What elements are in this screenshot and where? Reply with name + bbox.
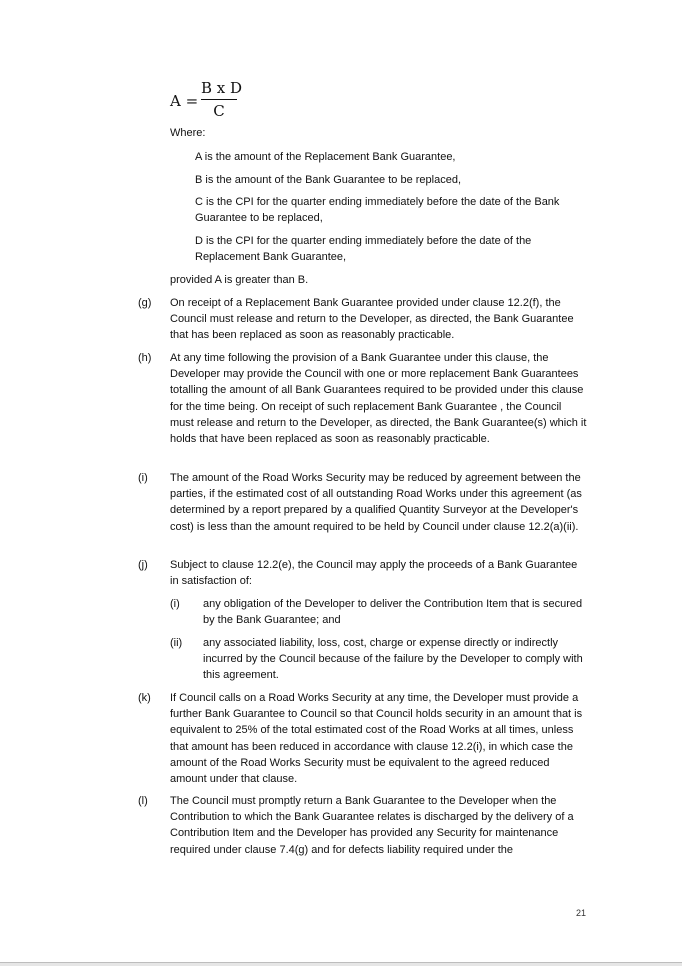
page-number: 21: [575, 908, 586, 918]
clause-text-k: If Council calls on a Road Works Security at any time, the Developer must provide a further Bank Guarantee to Council so that Council holds security in an amount that is equivalent to 25% of the total estimated cost of the Road Works at all times, unless that amount has been reduced in accordance with clause 12.2(i), in which case the amount of the Road Works Security must be equivalent to the agreed reduced amount under that clause.: [170, 692, 583, 786]
definition-d: D is the CPI for the quarter ending immediately before the date of the Replacement Bank Guarantee,: [195, 235, 532, 264]
clause-label-k: (k): [138, 692, 151, 704]
clause-label-j: (j): [138, 559, 148, 571]
clause-label-i: (i): [138, 472, 148, 484]
formula-denominator: C: [213, 102, 225, 120]
formula-lhs: A =: [170, 92, 199, 110]
definition-c: C is the CPI for the quarter ending immediately before the date of the Bank Guarantee to be replaced,: [195, 196, 560, 225]
fraction-bar: [201, 99, 237, 100]
definition-a: A is the amount of the Replacement Bank Guarantee,: [195, 151, 456, 163]
clause-text-h: At any time following the provision of a Bank Guarantee under this clause, the Developer may provide the Council with one or more replacement Bank Guarantees totalling the amount of all Bank Guarantees required to be provided under this clause for the time being. On receipt of such replacement Bank Guarantee , the Council must release and return to the Developer, as directed, the Bank Guarantee(s) which it holds that have been replaced as soon as reasonably practicable.: [170, 352, 587, 446]
clause-label-h: (h): [138, 352, 152, 364]
clause-label-g: (g): [138, 297, 152, 309]
clause-text-j: Subject to clause 12.2(e), the Council may apply the proceeds of a Bank Guarantee in satisfaction of:: [170, 559, 578, 588]
definition-b: B is the amount of the Bank Guarantee to be replaced,: [195, 174, 462, 186]
where-label: Where:: [170, 127, 206, 139]
subclause-label-j-ii: (ii): [170, 637, 183, 649]
proviso-text: provided A is greater than B.: [170, 274, 309, 286]
subclause-label-j-i: (i): [170, 598, 180, 610]
subclause-text-j-ii: any associated liability, loss, cost, charge or expense directly or indirectly incurred by the Council because of the failure by the Developer to comply with this agreement.: [203, 637, 583, 682]
formula-fraction: [201, 79, 243, 121]
page-bottom-edge: [0, 962, 682, 966]
subclause-text-j-i: any obligation of the Developer to deliver the Contribution Item that is secured by the Bank Guarantee; and: [203, 598, 583, 627]
clause-text-g: On receipt of a Replacement Bank Guarantee provided under clause 12.2(f), the Council must release and return to the Developer, as directed, the Bank Guarantee that has been replaced as soon as reasonably practicable.: [170, 297, 574, 342]
clause-text-i: The amount of the Road Works Security may be reduced by agreement between the parties, if the estimated cost of all outstanding Road Works under this agreement (as determined by a report prepared by a qualified Quantity Surveyor at the Developer's cost) is less than the amount required to be held by Council under clause 12.2(a)(ii).: [170, 472, 582, 533]
clause-label-l: (l): [138, 795, 148, 807]
formula-numerator: B x D: [201, 79, 243, 97]
clause-text-l: The Council must promptly return a Bank Guarantee to the Developer when the Contribution to which the Bank Guarantee relates is discharged by the delivery of a Contribution Item and the Developer has provided any Security for maintenance required under clause 7.4(g) and for defects liability required under the: [170, 795, 574, 856]
